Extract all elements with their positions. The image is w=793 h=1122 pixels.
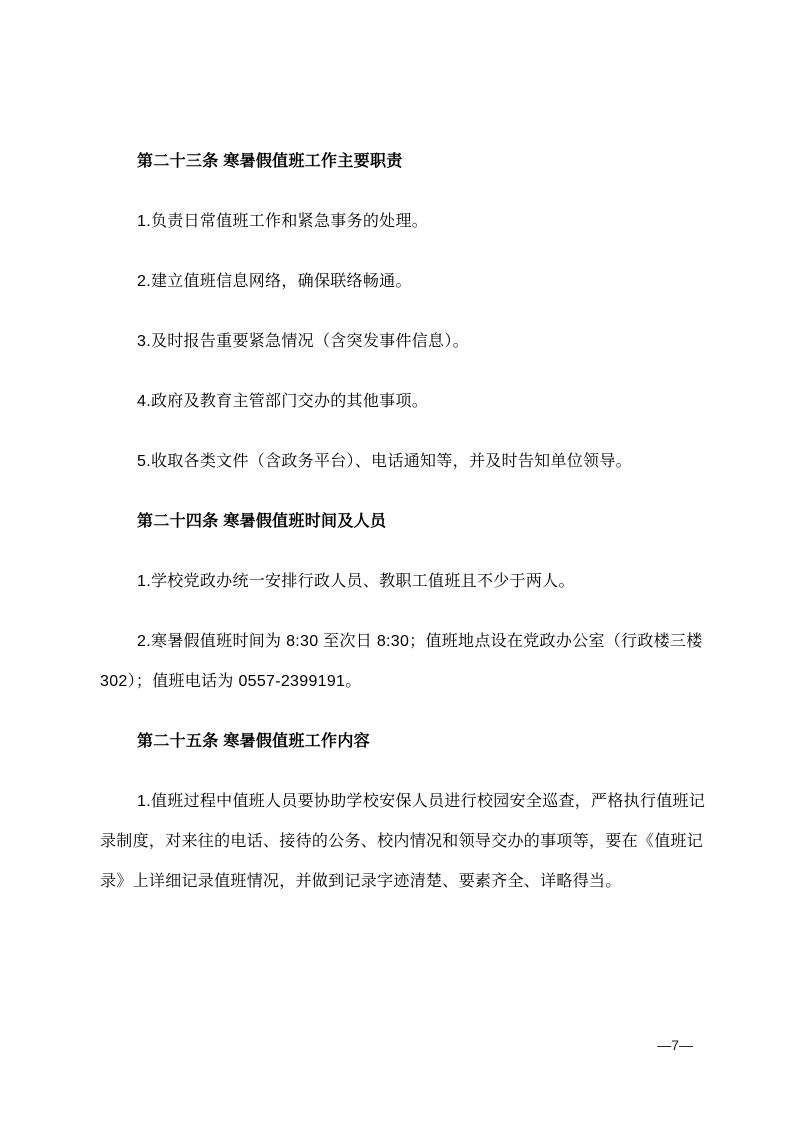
paragraph-line: 302）；值班电话为 0557-2399191。 <box>100 673 362 690</box>
paragraph-line: 4.政府及教育主管部门交办的其他事项。 <box>137 393 429 410</box>
paragraph-line: 1.负责日常值班工作和紧急事务的处理。 <box>137 213 429 230</box>
paragraph-25-1 <box>100 782 720 902</box>
paragraph-23-3 <box>100 322 720 362</box>
paragraph-line: 2.寒暑假值班时间为 8:30 至次日 8:30；值班地点设在党政办公室（行政楼三楼 <box>137 633 703 650</box>
paragraph-line: 1.学校党政办统一安排行政人员、教职工值班且不少于两人。 <box>137 573 575 590</box>
paragraph-23-1 <box>100 202 720 242</box>
paragraph-line: 录制度，对来往的电话、接待的公务、校内情况和领导交办的事项等，要在《值班记 <box>100 833 704 850</box>
paragraph-23-4 <box>100 382 720 422</box>
paragraph-line: 3.及时报告重要紧急情况（含突发事件信息）。 <box>137 333 469 350</box>
paragraph-24-1 <box>100 562 720 602</box>
section-heading-article-23 <box>100 142 720 182</box>
heading-line: 第二十五条 寒暑假值班工作内容 <box>137 733 370 750</box>
paragraph-line: 录》上详细记录值班情况，并做到记录字迹清楚、要素齐全、详略得当。 <box>100 873 622 890</box>
page-number: —7— <box>657 1037 693 1053</box>
paragraph-24-2 <box>100 622 720 702</box>
paragraph-23-2 <box>100 262 720 302</box>
paragraph-23-5 <box>100 442 720 482</box>
heading-line: 第二十三条 寒暑假值班工作主要职责 <box>137 153 403 170</box>
paragraph-line: 5.收取各类文件（含政务平台）、电话通知等，并及时告知单位领导。 <box>137 453 632 470</box>
section-heading-article-24 <box>100 502 720 542</box>
paragraph-line: 1.值班过程中值班人员要协助学校安保人员进行校园安全巡查，严格执行值班记 <box>137 793 706 810</box>
document-body <box>100 142 720 922</box>
paragraph-line: 2.建立值班信息网络，确保联络畅通。 <box>137 273 412 290</box>
heading-line: 第二十四条 寒暑假值班时间及人员 <box>137 513 387 530</box>
section-heading-article-25 <box>100 722 720 762</box>
